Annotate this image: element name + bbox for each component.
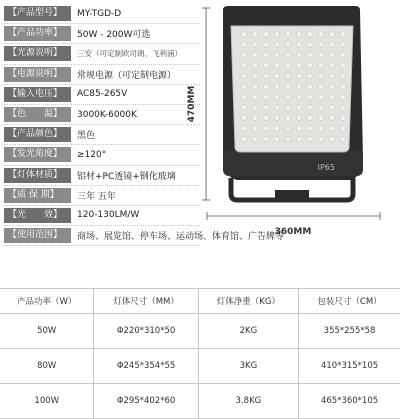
spec-value: 商场、展览馆、停车场、运动场、体育馆、广告牌等 [77, 232, 285, 243]
led-chip [274, 73, 279, 78]
table-cell: 3.8KG [198, 384, 298, 419]
led-chip [241, 136, 246, 141]
led-chip [329, 136, 334, 141]
led-chip [252, 94, 257, 99]
led-chip [296, 42, 301, 47]
led-chip [318, 84, 323, 89]
led-chip [318, 115, 323, 120]
led-chip [307, 52, 312, 57]
spec-key: 【发光角度】 [4, 147, 71, 162]
led-chip [329, 42, 334, 47]
led-chip [263, 136, 268, 141]
spec-value: 三安（可定制欧司朗、飞利浦） [77, 49, 182, 59]
led-chip [263, 94, 268, 99]
spec-value: AC85-265V [77, 89, 128, 100]
spec-value: 120-130LM/W [77, 210, 140, 221]
spec-value: 铝材+PC透镜+钢化玻璃 [77, 171, 176, 182]
led-chip [329, 94, 334, 99]
spec-value: 三年 五年 [77, 191, 116, 202]
led-chip [340, 105, 345, 110]
spec-row [4, 44, 200, 64]
spec-row [4, 24, 200, 44]
led-chip [296, 73, 301, 78]
led-chip [274, 105, 279, 110]
spec-key: 【光 效】 [4, 208, 71, 223]
led-chip [329, 31, 334, 36]
spec-row [4, 4, 200, 24]
led-chip [241, 63, 246, 68]
spec-row [4, 145, 200, 165]
table-header-cell: 包装尺寸（CM） [299, 289, 400, 314]
led-chip [263, 84, 268, 89]
led-chip [296, 136, 301, 141]
spec-row [4, 65, 200, 85]
product-image [185, 0, 400, 250]
led-chip [307, 42, 312, 47]
led-chip [274, 52, 279, 57]
led-chip [274, 136, 279, 141]
led-chip [263, 73, 268, 78]
led-chip [263, 31, 268, 36]
led-chip [340, 73, 345, 78]
table-cell: 465*360*105 [299, 384, 400, 419]
led-chip [318, 105, 323, 110]
led-chip [296, 115, 301, 120]
led-chip [263, 52, 268, 57]
led-chip [340, 136, 345, 141]
led-chip [241, 115, 246, 120]
led-chip [252, 42, 257, 47]
spec-key: 【产品型号】 [4, 6, 71, 21]
led-chip [329, 84, 334, 89]
led-chip [340, 84, 345, 89]
led-chip [241, 31, 246, 36]
led-chip [318, 126, 323, 131]
table-cell: Φ245*354*55 [94, 349, 198, 384]
led-chip [285, 94, 290, 99]
bracket-mount [275, 190, 309, 198]
led-chip [318, 31, 323, 36]
led-chip [307, 105, 312, 110]
led-chip [307, 136, 312, 141]
table-row [0, 384, 400, 419]
spec-key: 【光源说明】 [4, 46, 71, 61]
spec-row [4, 105, 200, 125]
spec-value: MY-TGD-D [77, 8, 122, 19]
led-chip [241, 84, 246, 89]
spec-row [4, 166, 200, 186]
table-cell: 355*255*58 [299, 314, 400, 349]
table-cell: Φ220*310*50 [94, 314, 198, 349]
led-chip [318, 63, 323, 68]
led-chip [307, 126, 312, 131]
spec-row [4, 206, 200, 226]
led-chip [340, 126, 345, 131]
led-chip [285, 31, 290, 36]
led-chip [329, 105, 334, 110]
led-chip [274, 126, 279, 131]
table-header-cell: 产品功率（W） [0, 289, 94, 314]
led-chip [340, 94, 345, 99]
led-chip [274, 42, 279, 47]
led-chip [241, 126, 246, 131]
spec-key: 【电源说明】 [4, 67, 71, 82]
led-chip [318, 52, 323, 57]
spec-row [4, 186, 200, 206]
led-chip [241, 42, 246, 47]
led-chip [241, 73, 246, 78]
led-chip [241, 94, 246, 99]
led-chip [252, 84, 257, 89]
led-chip [329, 126, 334, 131]
table-header-cell: 灯体净重（KG） [198, 289, 298, 314]
spec-key: 【使用范围】 [4, 228, 71, 243]
led-chip [318, 94, 323, 99]
spec-row [4, 125, 200, 145]
spec-value: 50W - 200W可选 [77, 30, 151, 41]
led-chip [252, 63, 257, 68]
spec-value: 3000K-6000K [77, 109, 137, 120]
led-chip [263, 105, 268, 110]
led-chip [329, 73, 334, 78]
led-chip [285, 42, 290, 47]
spec-value: ≥120° [77, 149, 107, 160]
led-chip [340, 115, 345, 120]
led-chip [296, 126, 301, 131]
led-chip [274, 115, 279, 120]
led-chip [263, 115, 268, 120]
spec-key: 【产品颜色】 [4, 127, 71, 142]
table-cell: 50W [0, 314, 94, 349]
led-chip [285, 115, 290, 120]
led-chip [340, 52, 345, 57]
led-chip [241, 105, 246, 110]
led-chip [274, 84, 279, 89]
spec-key: 【色 温】 [4, 107, 71, 122]
spec-key: 【质 保 期】 [4, 188, 71, 203]
led-chip [285, 73, 290, 78]
led-chip [329, 115, 334, 120]
led-chip [340, 42, 345, 47]
spec-key: 【灯体材质】 [4, 168, 71, 183]
led-chip [252, 31, 257, 36]
led-chip [285, 63, 290, 68]
led-chip [329, 52, 334, 57]
spec-table [0, 288, 400, 419]
table-header-row [0, 289, 400, 314]
led-chip [285, 52, 290, 57]
table-cell: 410*315*105 [299, 349, 400, 384]
led-chip [307, 73, 312, 78]
led-chip [296, 94, 301, 99]
led-chip [241, 52, 246, 57]
led-chip [274, 31, 279, 36]
led-chip [296, 63, 301, 68]
spec-value: 黑色 [77, 131, 96, 142]
table-cell: Φ295*402*60 [94, 384, 198, 419]
led-chip [263, 126, 268, 131]
led-chip [274, 94, 279, 99]
led-chip [307, 63, 312, 68]
spec-value: 常规电源（可定制电源） [77, 70, 177, 81]
led-chip [296, 31, 301, 36]
led-chip [263, 63, 268, 68]
led-chip [285, 105, 290, 110]
lamp-heatsink [223, 150, 363, 176]
table-cell: 2KG [198, 314, 298, 349]
led-chip [296, 105, 301, 110]
led-chip [329, 63, 334, 68]
led-chip [296, 52, 301, 57]
led-chip [285, 126, 290, 131]
led-chip [285, 136, 290, 141]
led-chip [285, 84, 290, 89]
table-cell: 100W [0, 384, 94, 419]
spec-row [4, 226, 285, 246]
led-chip [340, 31, 345, 36]
table-cell: 80W [0, 349, 94, 384]
table-row [0, 349, 400, 384]
table-cell: 3KG [198, 349, 298, 384]
table-row [0, 314, 400, 349]
floodlight-illustration [185, 0, 400, 250]
spec-key: 【输入电压】 [4, 87, 71, 102]
led-chip [296, 84, 301, 89]
led-chip [307, 31, 312, 36]
led-chip [263, 42, 268, 47]
led-chip [307, 84, 312, 89]
led-chip [252, 126, 257, 131]
spec-row [4, 85, 200, 105]
spec-list [4, 4, 285, 246]
led-chip [318, 136, 323, 141]
led-chip [307, 115, 312, 120]
led-chip [340, 63, 345, 68]
led-chip [252, 105, 257, 110]
led-chip [252, 73, 257, 78]
led-chip [318, 42, 323, 47]
width-dimension-label: 360MM [274, 227, 312, 237]
led-chip [307, 94, 312, 99]
led-chip [274, 63, 279, 68]
led-chip [252, 115, 257, 120]
table-header-cell: 灯体尺寸（MM） [94, 289, 198, 314]
ip-rating-label: IP65 [317, 163, 335, 172]
led-chip [252, 136, 257, 141]
led-chip [252, 52, 257, 57]
spec-key: 【产品功率】 [4, 26, 71, 41]
height-dimension-label: 470MM [187, 85, 197, 123]
led-chip [318, 73, 323, 78]
